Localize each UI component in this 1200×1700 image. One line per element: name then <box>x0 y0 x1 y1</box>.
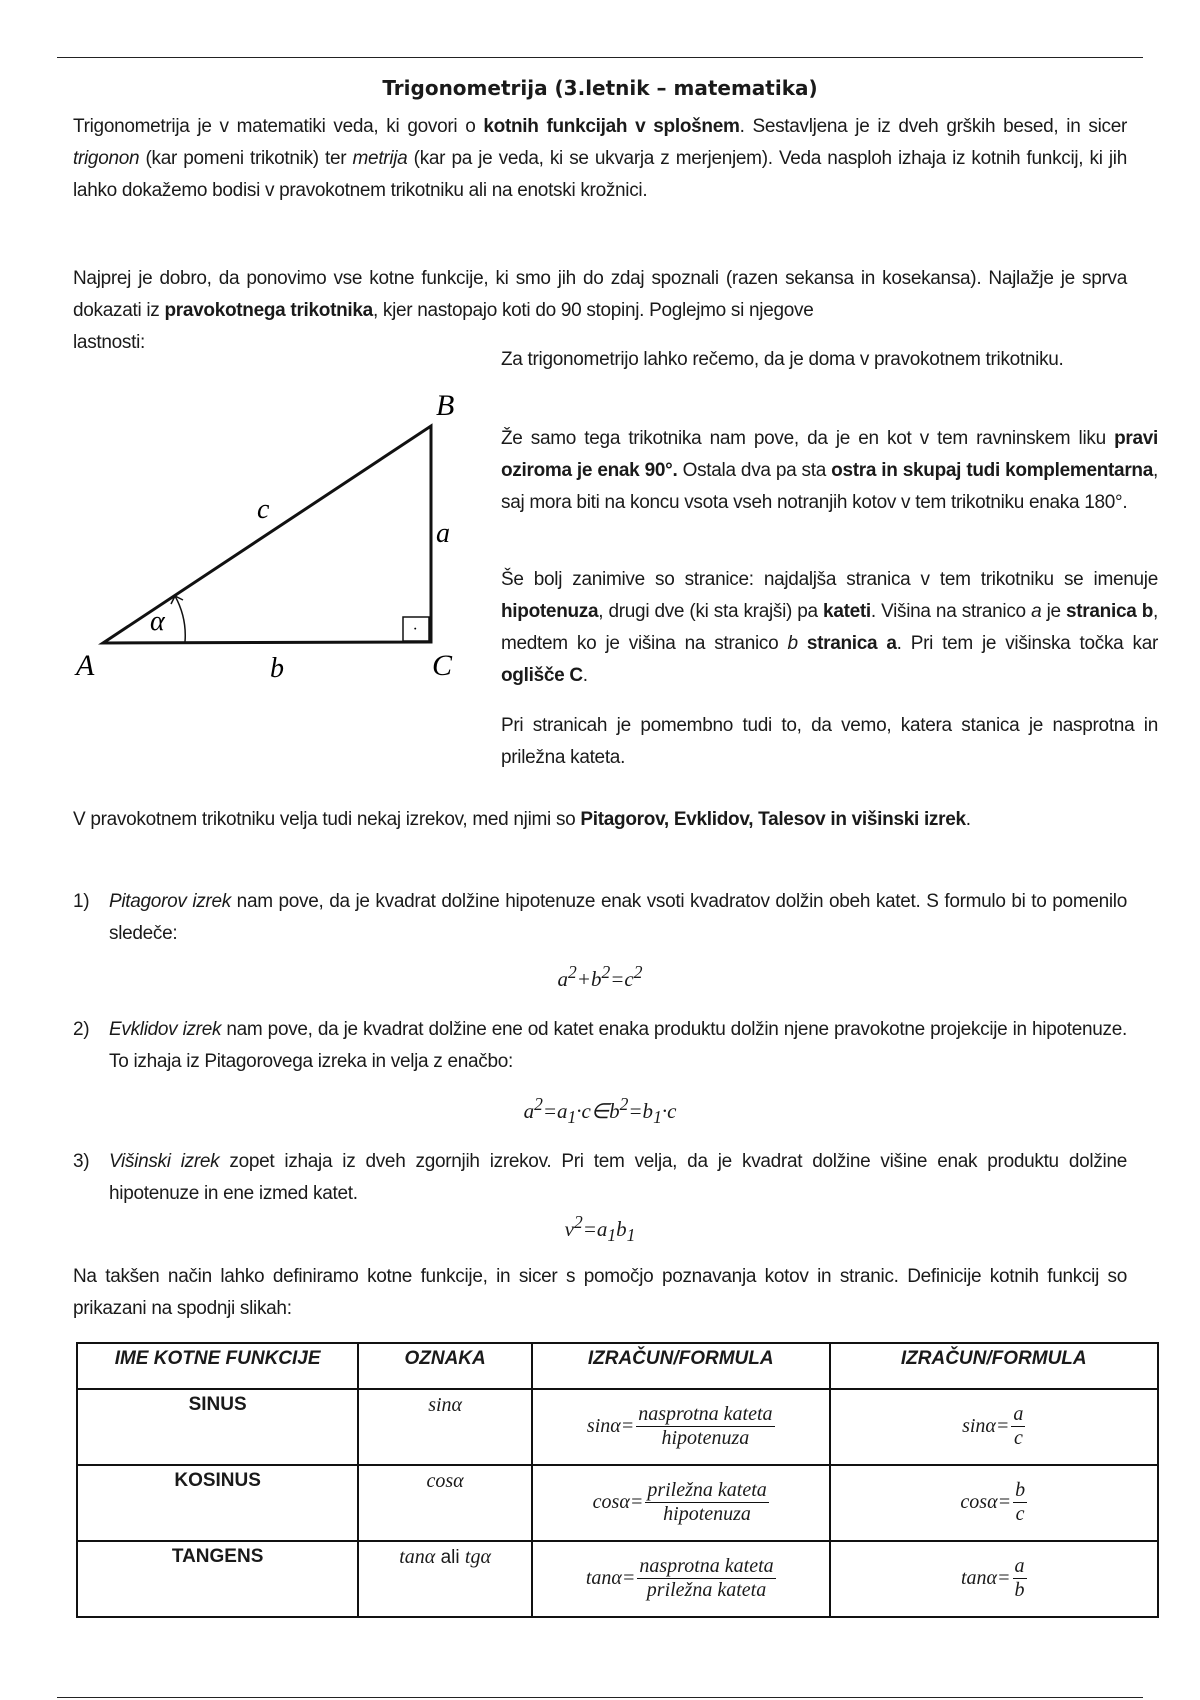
angle-arc <box>175 596 185 642</box>
label-A: A <box>76 649 95 682</box>
function-name: TANGENS <box>77 1541 358 1617</box>
formula-words: sinα= $\frac{\text{nasprotna kateta}}{\text{hipotenuza}}$ <box>532 1389 830 1465</box>
paragraph-definicije: Na takšen način lahko definiramo kotne funkcije, in sicer s pomočjo poznavanja kotov in stranic. Definicije kotnih funkcij so prikazani na spodnji slikah: <box>73 1266 1127 1319</box>
function-symbol: tanα ali tgα <box>358 1541 532 1617</box>
formula-letters: tanα= $\frac{a}{b}$ <box>830 1541 1158 1617</box>
list-item-evklidov: 2) Evklidov izrek nam pove, da je kvadrat dolžine ene od katet enaka produktu dolžin njene pravokotne projekcije in hipotenuze. To izhaja iz Pitagorovega izreka in velja z enačbo: <box>73 1019 1127 1072</box>
bottom-rule <box>57 1697 1143 1698</box>
formula-words: cosα= $\frac{\text{priležna kateta}}{\text{hipotenuza}}$ <box>532 1465 830 1541</box>
page-title: Trigonometrija (3.letnik – matematika) <box>382 76 818 100</box>
formula-letters: cosα= $\frac{b}{c}$ <box>830 1465 1158 1541</box>
label-a: a <box>436 518 450 549</box>
formula-evklidov: $a^2=a_1\cdot c\in b^2=b_1\cdot c$ <box>523 1094 677 1128</box>
header-cell: OZNAKA <box>358 1343 532 1389</box>
list-item-pitagorov: 1) Pitagorov izrek nam pove, da je kvadrat dolžine hipotenuze enak vsoti kvadratov dolžin obeh katet. S formulo bi to pomenilo sledeče: <box>73 891 1127 944</box>
paragraph-angles: Že samo tega trikotnika nam pove, da je en kot v tem ravninskem liku pravi oziroma je enak 90°. Ostala dva pa sta ostra in skupaj tudi komplementarna, saj mora biti na koncu vsota vseh notranjih kotov v tem trikotniku enaka 180°. <box>501 428 1158 513</box>
formula-letters: sinα= $\frac{a}{c}$ <box>830 1389 1158 1465</box>
paragraph-functions: Najprej je dobro, da ponovimo vse kotne funkcije, ki smo jih do zdaj spoznali (razen sekansa in kosekansa). Najlažje je sprva dokazati iz pravokotnega trikotnika, kjer nastopajo koti do 90 stopinj. Poglejmo si njegove <box>73 268 1127 321</box>
formula-visinski: $v^2=a_1b_1$ <box>564 1212 636 1246</box>
list-item-visinski: 3) Višinski izrek zopet izhaja iz dveh zgornjih izrekov. Pri tem velja, da je kvadrat dolžine višine enak produktu dolžine hipotenuze in ene izmed katet. <box>73 1151 1127 1204</box>
label-B: B <box>436 389 455 422</box>
table-row <box>77 1389 1158 1465</box>
table-row <box>77 1541 1158 1617</box>
formula-pitagorov: $a^2+b^2=c^2$ <box>557 962 643 991</box>
paragraph-home: Za trigonometrijo lahko rečemo, da je doma v pravokotnem trikotniku. <box>501 349 1064 370</box>
label-alpha: α <box>150 606 165 637</box>
function-symbol: cosα <box>358 1465 532 1541</box>
table-row <box>77 1465 1158 1541</box>
paragraph-izreki: V pravokotnem trikotniku velja tudi nekaj izrekov, med njimi so Pitagorov, Evklidov, Talesov in višinski izrek. <box>73 809 971 830</box>
label-b: b <box>270 653 284 684</box>
formula-words: tanα= $\frac{\text{nasprotna kateta}}{\text{priležna kateta}}$ <box>532 1541 830 1617</box>
trig-functions-table <box>76 1342 1159 1618</box>
top-rule <box>57 57 1143 58</box>
label-c: c <box>257 494 270 525</box>
label-dot: · <box>413 621 417 638</box>
function-name: KOSINUS <box>77 1465 358 1541</box>
function-name: SINUS <box>77 1389 358 1465</box>
header-cell: IZRAČUN/FORMULA <box>532 1343 830 1389</box>
paragraph-sides: Še bolj zanimive so stranice: najdaljša stranica v tem trikotniku se imenuje hipotenuza, drugi dve (ki sta krajši) pa kateti. Višina na stranico a je stranica b, medtem ko je višina na stranico b stranica a. Pri tem je višinska točka kar oglišče C. <box>501 569 1158 686</box>
header-cell: IZRAČUN/FORMULA <box>830 1343 1158 1389</box>
table-header-row <box>77 1343 1158 1389</box>
right-triangle-figure <box>70 380 480 700</box>
header-cell: IME KOTNE FUNKCIJE <box>77 1343 358 1389</box>
paragraph-katete: Pri stranicah je pomembno tudi to, da vemo, katera stanica je nasprotna in priležna kateta. <box>501 715 1158 768</box>
function-symbol: sinα <box>358 1389 532 1465</box>
paragraph-lastnosti: lastnosti: <box>73 332 145 353</box>
label-C: C <box>432 649 453 682</box>
paragraph-intro: Trigonometrija je v matematiki veda, ki govori o kotnih funkcijah v splošnem. Sestavljena je iz dveh grških besed, in sicer trigonon (kar pomeni trikotnik) ter metrija (kar pa je veda, ki se ukvarja z merjenjem). Veda nasploh izhaja iz kotnih funkcij, ki jih lahko dokažemo bodisi v pravokotnem trikotniku ali na enotski krožnici. <box>73 116 1127 201</box>
